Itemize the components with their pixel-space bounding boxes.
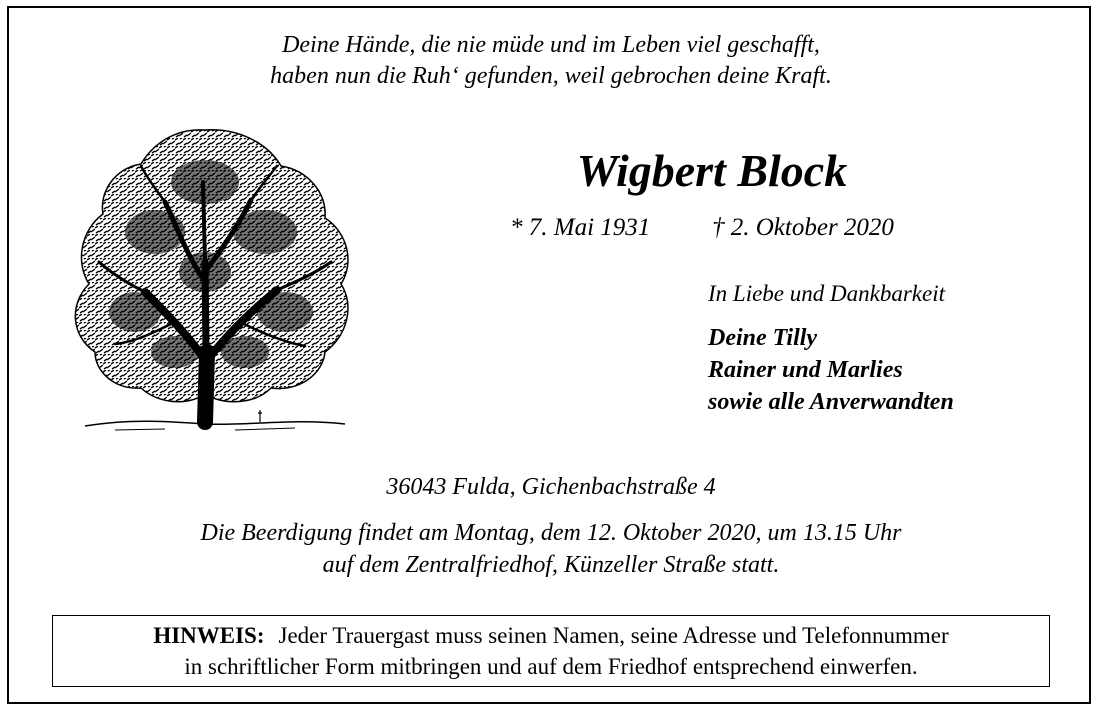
notice-text-1: Jeder Trauergast muss seinen Namen, seine Adresse und Telefonnummer	[278, 623, 949, 648]
funeral-line-2: auf dem Zentralfriedhof, Künzeller Straße statt.	[322, 552, 780, 578]
tree-icon	[55, 122, 365, 440]
address: 36043 Fulda, Gichenbachstraße 4	[386, 474, 716, 500]
death-date: † 2. Oktober 2020	[712, 214, 894, 241]
notice-line-1	[53, 620, 1049, 651]
family-list	[708, 322, 954, 418]
notice-box	[52, 615, 1050, 687]
greeting: In Liebe und Dankbarkeit	[708, 281, 945, 306]
notice-line-2: in schriftlicher Form mitbringen und auf dem Friedhof entsprechend einwerfen.	[184, 654, 918, 679]
notice-label: HINWEIS:	[153, 623, 265, 648]
verse-line-2: haben nun die Ruh‘ gefunden, weil gebrochen deine Kraft.	[270, 63, 832, 89]
birth-date: * 7. Mai 1931	[510, 214, 651, 241]
funeral-line-1: Die Beerdigung findet am Montag, dem 12. Oktober 2020, um 13.15 Uhr	[200, 520, 902, 546]
family-member: sowie alle Anverwandten	[708, 389, 954, 415]
family-member: Deine Tilly	[708, 325, 818, 351]
deceased-name: Wigbert Block	[576, 145, 848, 196]
verse-line-1: Deine Hände, die nie müde und im Leben viel geschafft,	[282, 32, 820, 58]
family-member: Rainer und Marlies	[708, 357, 903, 383]
